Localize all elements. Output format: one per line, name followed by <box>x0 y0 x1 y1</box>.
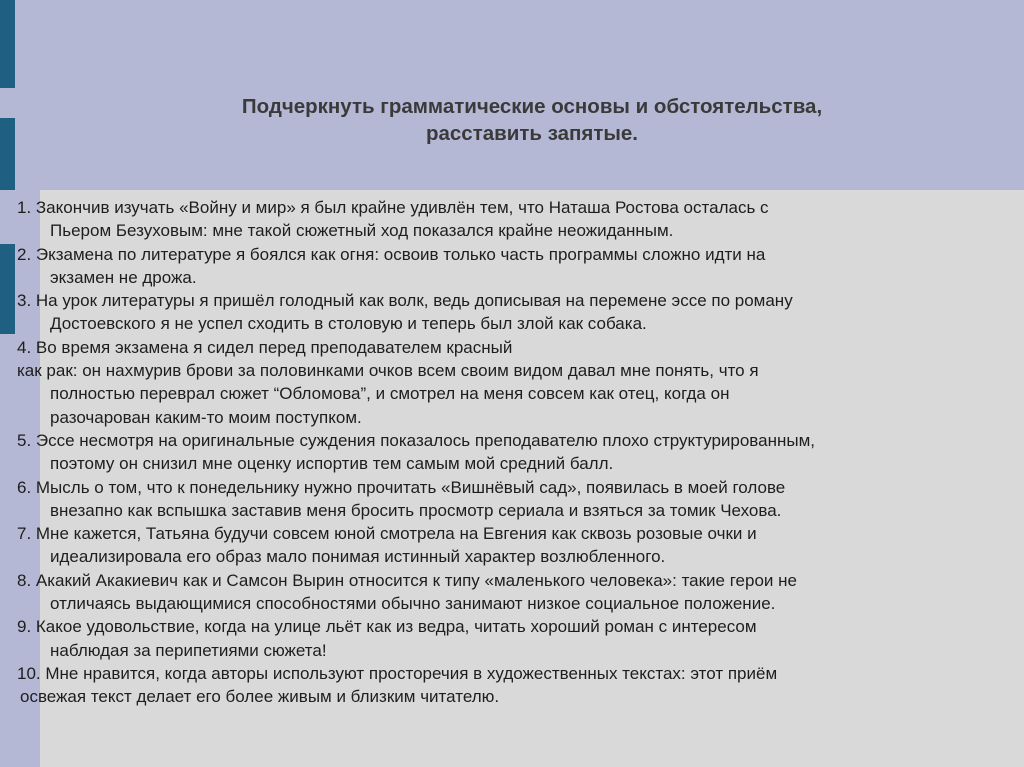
exercise-line: 3. На урок литературы я пришёл голодный как волк, ведь дописывая на перемене эссе по роману <box>17 291 793 311</box>
exercise-line: 8. Акакий Акакиевич как и Самсон Вырин относится к типу «маленького человека»: такие герои не <box>17 570 797 590</box>
accent-tick <box>0 0 15 88</box>
exercise-line: 4. Во время экзамена я сидел перед преподавателем красный <box>17 337 513 357</box>
slide-title-line-1: Подчеркнуть грамматические основы и обстоятельства, <box>241 95 823 118</box>
slide-title-line-2: расставить запятые. <box>425 122 639 145</box>
exercise-line: экзамен не дрожа. <box>50 267 197 287</box>
exercise-line: наблюдая за перипетиями сюжета! <box>50 640 327 660</box>
exercise-line: 7. Мне кажется, Татьяна будучи совсем юной смотрела на Евгения как сквозь розовые очки и <box>17 524 757 544</box>
exercise-line: как рак: он нахмурив брови за половинками очков всем своим видом давал мне понять, что я <box>17 361 759 381</box>
accent-tick <box>0 118 15 190</box>
exercise-line: освежая текст делает его более живым и близким читателю. <box>20 687 500 707</box>
exercise-line: 6. Мысль о том, что к понедельнику нужно прочитать «Вишнёвый сад», появилась в моей голове <box>17 477 786 497</box>
exercise-line: 9. Какое удовольствие, когда на улице льёт как из ведра, читать хороший роман с интересом <box>17 617 757 637</box>
exercise-line: 10. Мне нравится, когда авторы используют просторечия в художественных текстах: этот приём <box>17 663 778 683</box>
exercise-line: полностью переврал сюжет “Обломова”, и смотрел на меня совсем как отец, когда он <box>50 384 730 404</box>
exercise-line: идеализировала его образ мало понимая истинный характер возлюбленного. <box>50 547 666 567</box>
exercise-line: разочарован каким-то моим поступком. <box>50 407 362 427</box>
exercise-line: внезапно как вспышка заставив меня бросить просмотр сериала и взяться за томик Чехова. <box>50 500 782 520</box>
accent-tick <box>0 244 15 334</box>
exercise-list <box>17 196 1017 709</box>
exercise-line: 5. Эссе несмотря на оригинальные суждения показалось преподавателю плохо структурированным, <box>17 430 816 450</box>
exercise-line: Пьером Безуховым: мне такой сюжетный ход показался крайне неожиданным. <box>50 221 674 241</box>
exercise-line: Достоевского я не успел сходить в столовую и теперь был злой как собака. <box>50 314 647 334</box>
exercise-line: поэтому он снизил мне оценку испортив тем самым мой средний балл. <box>50 454 614 474</box>
slide-title <box>40 93 1024 147</box>
exercise-line: отличаясь выдающимися способностями обычно занимают низкое социальное положение. <box>50 594 776 614</box>
exercise-line: 2. Экзамена по литературе я боялся как огня: освоив только часть программы сложно идти на <box>17 244 766 264</box>
exercise-line: 1. Закончив изучать «Войну и мир» я был крайне удивлён тем, что Наташа Ростова осталась с <box>17 198 769 217</box>
